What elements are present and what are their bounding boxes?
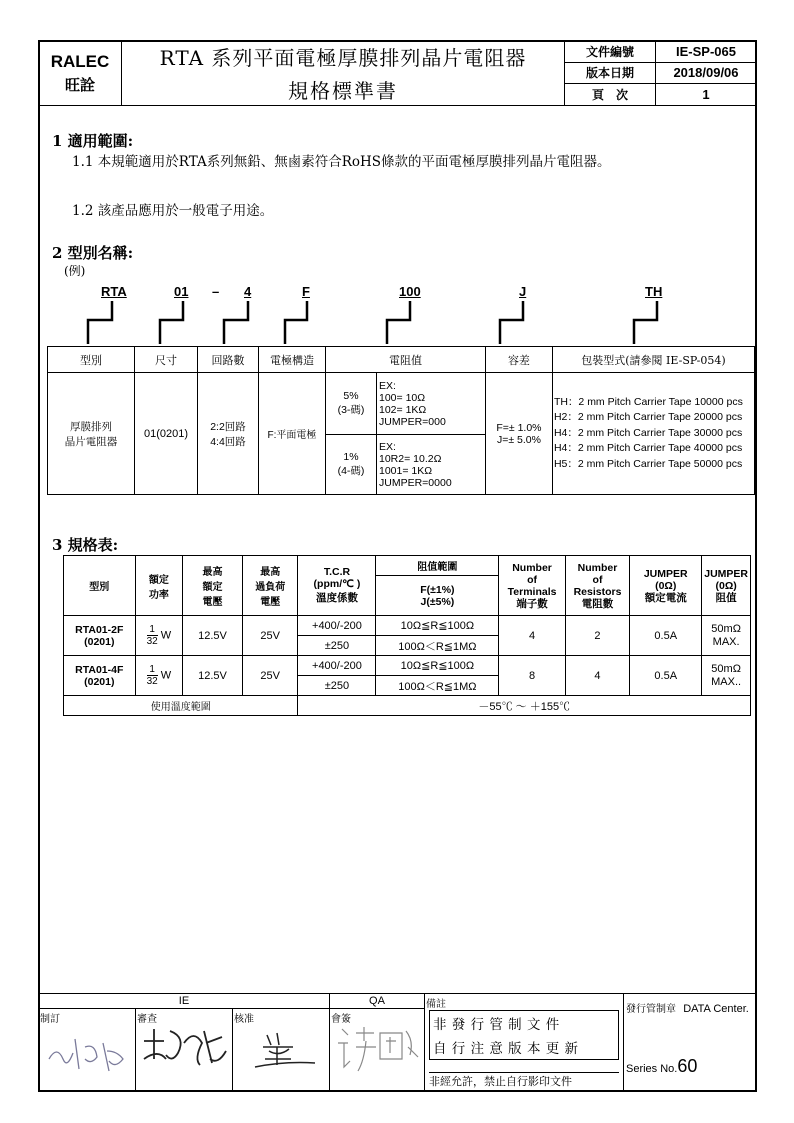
code-type: RTA [101,284,127,299]
circuit-value: 2:2回路 4:4回路 [198,373,259,495]
packaging-item: H2：2 mm Pitch Carrier Tape 20000 pcs [553,411,743,424]
spec-col-type: 型別 [64,556,136,616]
power-denominator: 32 [146,676,158,687]
doc-no: IE-SP-065 [656,41,757,63]
approve-cell [233,1009,330,1092]
made-cell [39,1009,136,1092]
sign-cell [330,1009,425,1092]
made-label: 制訂 [40,1014,60,1025]
spec-row-jumper: 50mΩ MAX. [702,616,751,656]
spec-col-range: 阻值範圍 [376,556,499,576]
spec-col-jumper-value: JUMPER (0Ω) 阻值 [702,556,751,616]
col-circuit: 回路數 [198,347,259,373]
spec-row-tcr: ±250 [298,636,376,656]
sign-label: 會簽 [331,1014,351,1025]
spec-row-terminals: 4 [499,616,565,656]
doc-subtitle: 規格標準書 [288,79,398,103]
section3-heading: 3 規格表: [52,536,119,554]
res-5-label: 5% (3-碼) [326,373,377,435]
company-cn: 旺詮 [64,75,95,94]
signature-review [140,1023,230,1073]
code-circuit: 4 [244,284,252,299]
section2-heading: 2 型別名稱: [52,244,134,262]
packaging-list [552,373,754,495]
tolerance-value: F=± 1.0% J=± 5.0% [485,373,552,495]
spec-row-current: 0.5A [630,616,702,656]
spec-row-resistors: 2 [565,616,629,656]
spec-row-tcr: ±250 [298,676,376,696]
electrode-value: F:平面電極 [259,373,326,495]
approval-footer [38,993,757,1092]
spec-col-voltage: 最高 額定 電壓 [183,556,243,616]
spec-col-power: 額定 功率 [135,556,183,616]
power-numerator: 1 [147,624,158,636]
signature-made [45,1029,129,1079]
qa-label: QA [330,994,425,1009]
col-type: 型別 [48,347,135,373]
power-unit: W [160,629,172,642]
model-name-table [47,346,755,495]
temp-range-value: －55℃ ～ ＋155℃ [298,696,751,716]
spec-row-current: 0.5A [630,656,702,696]
spec-col-overload: 最高 過負荷 電壓 [242,556,298,616]
spec-col-jumper-current: JUMPER (0Ω) 額定電流 [630,556,702,616]
temp-range-label: 使用溫度範圍 [64,696,298,716]
signature-sign [334,1019,420,1075]
spec-row-range: 10Ω≦R≦100Ω [376,616,499,636]
res-5-example: EX: 100= 10Ω 102= 1KΩ JUMPER=000 [377,373,486,435]
spec-row-range: 100Ω＜R≦1MΩ [376,676,499,696]
signature-approve [247,1027,327,1077]
spec-row-overload: 25V [242,656,298,696]
series-number: 60 [677,1056,698,1076]
code-dash: – [212,284,220,299]
control-stamp-cell [624,994,757,1092]
spec-row-range: 10Ω≦R≦100Ω [376,656,499,676]
code-electrode: F [302,284,310,299]
code-tolerance: J [519,284,527,299]
spec-row-voltage: 12.5V [183,656,243,696]
power-numerator: 1 [147,664,158,676]
spec-row-type: RTA01-4F (0201) [64,656,136,696]
spec-row-type: RTA01-2F (0201) [64,616,136,656]
spec-row-terminals: 8 [499,656,565,696]
data-center: DATA Center. [683,1003,749,1015]
spec-col-tcr: T.C.R (ppm/℃ ) 溫度係數 [298,556,376,616]
ie-label: IE [39,994,330,1009]
col-electrode: 電極構造 [259,347,326,373]
notice-box [429,1010,619,1060]
size-value: 01(0201) [135,373,198,495]
packaging-item: TH：2 mm Pitch Carrier Tape 10000 pcs [553,395,743,408]
notice-line1: 非 發 行 管 制 文 件 [433,1017,560,1033]
doc-no-label: 文件編號 [565,41,656,63]
notice-line2: 自 行 注 意 版 本 更 新 [433,1041,579,1057]
spec-row-power [135,656,183,696]
packaging-item: H4：2 mm Pitch Carrier Tape 40000 pcs [553,442,743,455]
version-date: 2018/09/06 [656,63,757,84]
spec-row-voltage: 12.5V [183,616,243,656]
review-cell [136,1009,233,1092]
section1-item2: 1.2 該產品應用於一般電子用途。 [72,203,274,219]
code-size: 01 [174,284,189,299]
remark-cell [425,994,624,1092]
notice-line3: 非經允許，禁止自行影印文件 [429,1072,619,1089]
spec-row-power [135,616,183,656]
col-size: 尺寸 [135,347,198,373]
series-label: Series No. [626,1063,678,1075]
spec-row-overload: 25V [242,616,298,656]
approve-label: 核准 [234,1014,254,1025]
packaging-item: H5：2 mm Pitch Carrier Tape 50000 pcs [553,457,743,470]
page-number: 1 [656,83,757,105]
spec-row-resistors: 4 [565,656,629,696]
page-label: 頁 次 [565,83,656,105]
spec-row-tcr: +400/-200 [298,616,376,636]
code-packaging: TH [645,284,663,299]
res-1-example: EX: 10R2= 10.2Ω 1001= 1KΩ JUMPER=0000 [377,435,486,495]
col-packaging: 包裝型式(請參閱 IE-SP-054) [552,347,754,373]
spec-row-range: 100Ω＜R≦1MΩ [376,636,499,656]
section1-item1: 1.1 本規範適用於RTA系列無鉛、無鹵素符合RoHS條款的平面電極厚膜排列晶片電阻器。 [72,154,611,170]
type-value: 厚膜排列 晶片電阻器 [48,373,135,495]
remark-label: 備註 [426,999,446,1010]
power-unit: W [160,669,172,682]
version-label: 版本日期 [565,63,656,84]
review-label: 審查 [137,1014,157,1025]
code-connectors [0,298,794,348]
spec-row-tcr: +400/-200 [298,656,376,676]
power-denominator: 32 [146,636,158,647]
packaging-item: H4：2 mm Pitch Carrier Tape 30000 pcs [553,426,743,439]
control-label: 發行管制章 [626,1004,676,1015]
document-header [38,40,757,106]
spec-col-resistors: Number of Resistors 電阻數 [565,556,629,616]
col-tolerance: 容差 [485,347,552,373]
col-resistance: 電阻值 [326,347,486,373]
section2-example: (例) [64,264,86,278]
res-1-label: 1% (4-碼) [326,435,377,495]
spec-col-range-sub: F(±1%) J(±5%) [376,576,499,616]
code-resistance: 100 [399,284,421,299]
company-en: RALEC [50,51,110,71]
section1-heading: 1 適用範圍: [52,132,134,150]
spec-col-terminals: Number of Terminals 端子數 [499,556,565,616]
spec-row-jumper: 50mΩ MAX.. [702,656,751,696]
doc-title: RTA 系列平面電極厚膜排列晶片電阻器 [159,46,527,70]
spec-table [63,555,751,716]
